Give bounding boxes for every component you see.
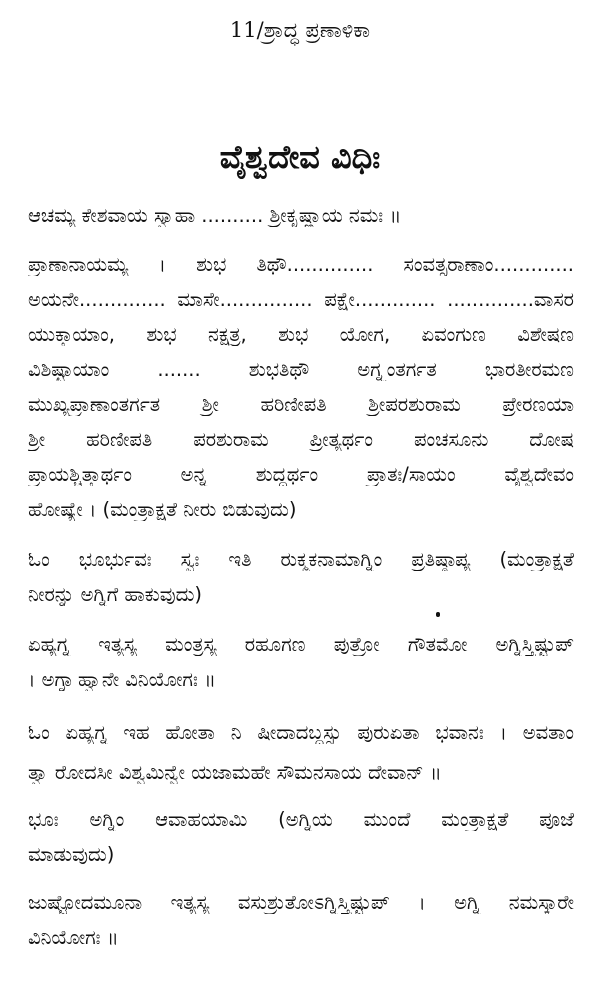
text-line: ಹೋಷ್ಯೇ । (ಮಂತ್ರಾಕ್ಷತೆ ನೀರು ಬಿಡುವುದು) (28, 498, 297, 521)
text-line: ಜುಷ್ಟೋದಮೂನಾ ಇತ್ಯಸ್ಯ ವಸುಶ್ರುತೋಽಗ್ನಿಸ್ತ್ರಿಷ್ಟುಪ್ । ಅಗ್ನಿ ನಮಸ್ಕಾರೇ (28, 891, 574, 914)
text-line: ಪ್ರಾಯಶ್ಚಿತ್ತಾರ್ಥಂ ಅನ್ನ ಶುದ್ಧ್ಯರ್ಥಂ ಪ್ರಾತಃ/ಸಾಯಂ ವೈಶ್ವದೇವಂ (28, 463, 574, 486)
text-line: ಓಂ ಭೂರ್ಭುವಃ ಸ್ವಃ ಇತಿ ರುಕ್ಮಕನಾಮಾಗ್ನಿಂ ಪ್ರತಿಷ್ಠಾಪ್ಯ (ಮಂತ್ರಾಕ್ಷತೆ (28, 548, 574, 571)
text-line: ತ್ವಾ ರೋದಸೀ ವಿಶ್ವಮಿನ್ವೇ ಯಜಾಮಹೇ ಸೌಮನಸಾಯ ದೇವಾನ್ ॥ (28, 761, 442, 784)
text-line: ವಿಶಿಷ್ಟಾಯಾಂ ....... ಶುಭತಿಥೌ ಅಗ್ನ್ಯಂತರ್ಗತ ಭಾರತೀರಮಣ (28, 358, 574, 381)
text-line: ಆಚಮ್ಯ ಕೇಶವಾಯ ಸ್ವಾಹಾ .......... ಶ್ರೀಕೃಷ್ಣಾಯ ನಮಃ ॥ (28, 204, 402, 227)
text-line: ಮುಖ್ಯಪ್ರಾಣಾಂತರ್ಗತ ಶ್ರೀ ಹರಿಣೀಪತಿ ಶ್ರೀಪರಶುರಾಮ ಪ್ರೇರಣಯಾ (28, 393, 574, 416)
text-line: । ಅಗ್ನ್ಯಾಹ್ವಾನೇ ವಿನಿಯೋಗಃ ॥ (28, 668, 216, 691)
text-line: ವಿನಿಯೋಗಃ ॥ (28, 926, 119, 949)
text-line: ಶ್ರೀ ಹರಿಣೀಪತಿ ಪರಶುರಾಮ ಪ್ರೀತ್ಯರ್ಥಂ ಪಂಚಸೂನು ದೋಷ (28, 428, 574, 451)
text-line: ಓಂ ಏಹ್ಯಗ್ನ ಇಹ ಹೋತಾ ನಿ ಷೀದಾದಬ್ಧಸ್ಸು ಪುರುಏತಾ ಭವಾನಃ । ಅವತಾಂ (28, 721, 574, 744)
running-header: 11/ಶ್ರಾದ್ಧ ಪ್ರಣಾಳಿಕಾ (229, 18, 371, 42)
ink-speck (436, 612, 440, 617)
text-line: ಏಹ್ಯಗ್ನ ಇತ್ಯಸ್ಯ ಮಂತ್ರಸ್ಯ ರಹೂಗಣ ಪುತ್ರೋ ಗೌತಮೋ ಅಗ್ನಿಸ್ತ್ರಿಷ್ಟುಪ್ (28, 633, 574, 656)
section-title: ವೈಶ್ವದೇವ ವಿಧಿಃ (219, 138, 381, 176)
text-line: ಅಯನೇ.............. ಮಾಸೇ............... ಪಕ್ಷೇ............. ..............ವಾಸರ (28, 288, 574, 311)
text-line: ಮಾಡುವುದು) (28, 843, 115, 866)
text-line: ನೀರನ್ನು ಅಗ್ನಿಗೆ ಹಾಕುವುದು) (28, 583, 202, 606)
text-line: ಯುಕ್ತಾಯಾಂ, ಶುಭ ನಕ್ಷತ್ರ, ಶುಭ ಯೋಗ, ಏವಂಗುಣ ವಿಶೇಷಣ (28, 323, 574, 346)
text-line: ಭೂಃ ಅಗ್ನಿಂ ಆವಾಹಯಾಮಿ (ಅಗ್ನಿಯ ಮುಂದೆ ಮಂತ್ರಾಕ್ಷತೆ ಪೂಜೆ (28, 808, 574, 831)
text-line: ಪ್ರಾಣಾನಾಯಮ್ಯ । ಶುಭ ತಿಥೌ.............. ಸಂವತ್ಸರಾಣಾಂ............. (28, 253, 574, 276)
